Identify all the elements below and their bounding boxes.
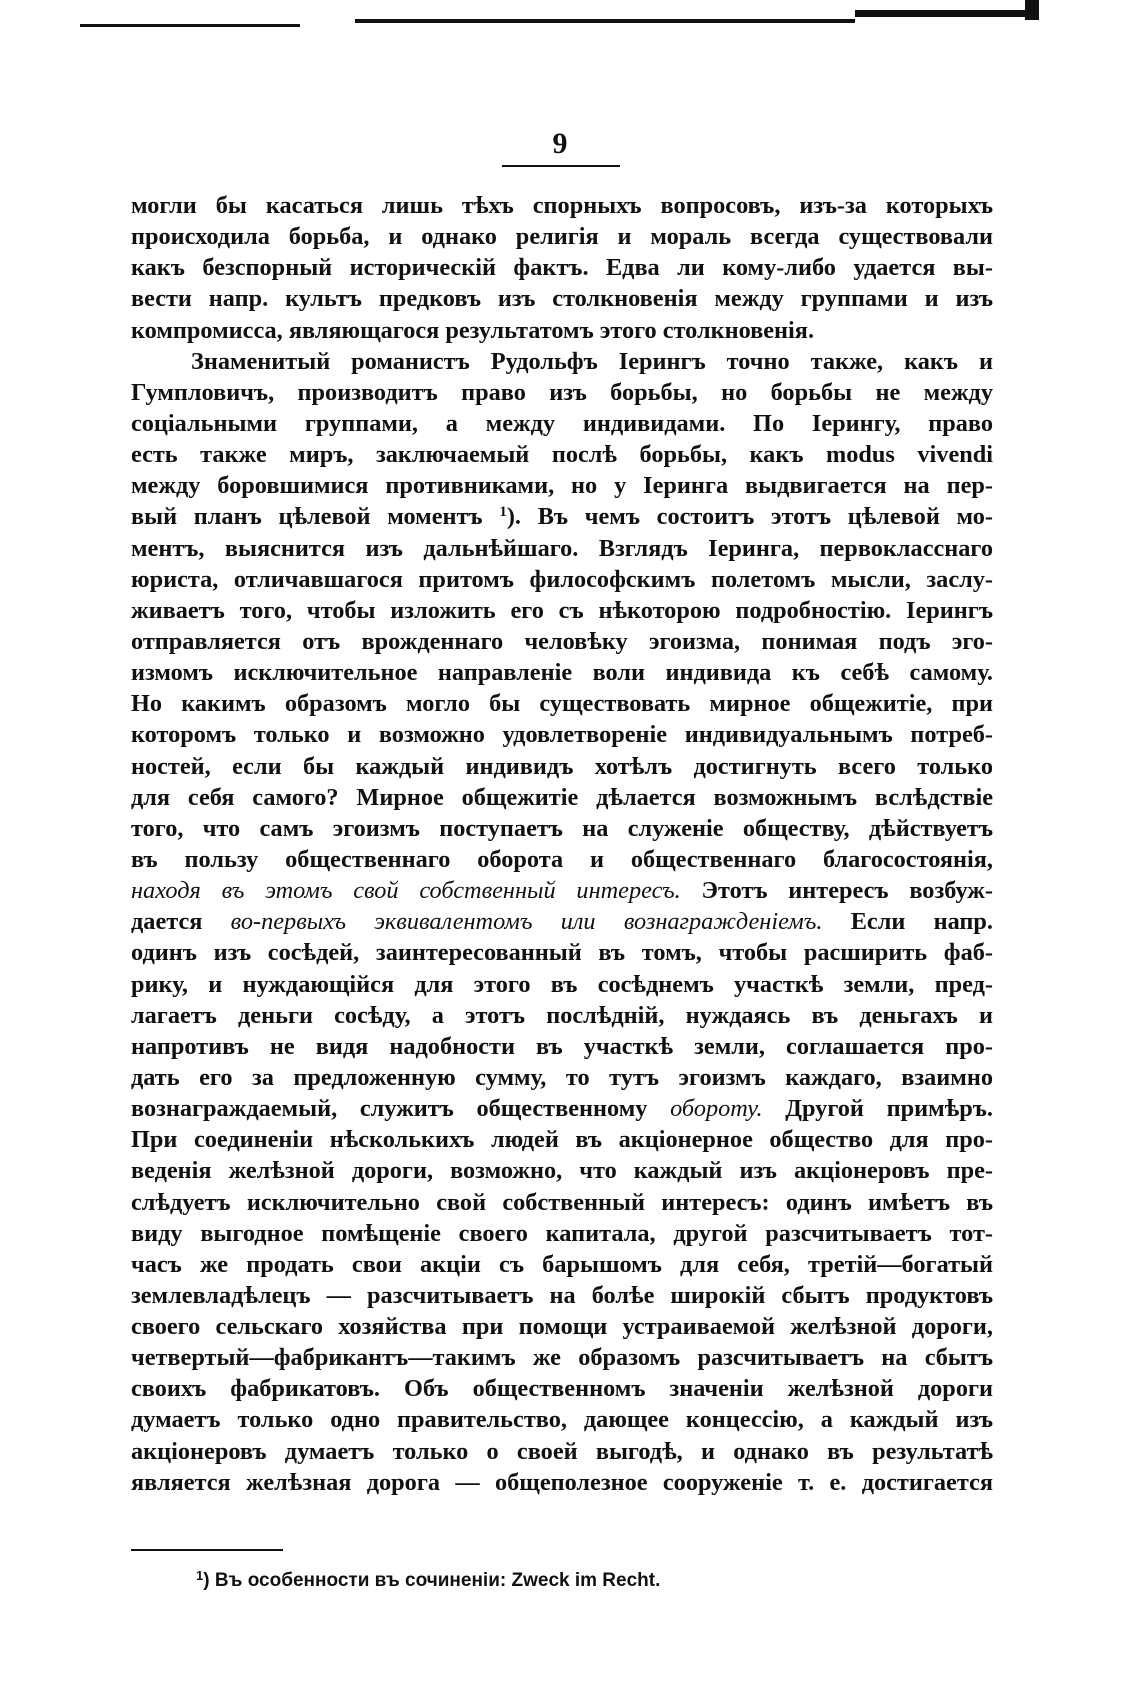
text-line: живаетъ того, чтобы изложить его съ нѣкоторою подробностію. Іерингъ — [131, 596, 993, 624]
top-rule-left — [80, 24, 300, 27]
text-line: четвертый—фабрикантъ—такимъ же образомъ разсчитываетъ на сбытъ — [131, 1344, 993, 1372]
text-segment: ). Въ чемъ состоитъ этотъ цѣлевой мо- — [506, 503, 993, 531]
text-line: есть также миръ, заключаемый послѣ борьбы, какъ modus vivendi — [131, 441, 993, 469]
text-line: акціонеровъ думаетъ только о своей выгодѣ, и однако въ результатѣ — [131, 1437, 993, 1465]
text-line: какъ безспорный историческій фактъ. Едва ли кому-либо удается вы- — [131, 254, 993, 282]
text-line: между боровшимися противниками, но у Іеринга выдвигается на пер- — [131, 472, 993, 500]
text-line: часъ же продать свои акціи съ барышомъ для себя, третій—богатый — [131, 1250, 993, 1278]
text-line: веденія желѣзной дороги, возможно, что каждый изъ акціонеровъ пре- — [131, 1157, 993, 1185]
text-segment: Этотъ интересъ возбуж- — [680, 877, 993, 905]
text-line: Но какимъ образомъ могло бы существовать мирное общежитіе, при — [131, 690, 993, 718]
text-line: одинъ изъ сосѣдей, заинтересованный въ томъ, чтобы расширить фаб- — [131, 939, 993, 967]
top-rule-corner — [1025, 0, 1039, 20]
text-line: того, что самъ эгоизмъ поступаетъ на служеніе обществу, дѣйствуетъ — [131, 814, 993, 842]
text-line: Гумпловичъ, производитъ право изъ борьбы, но борьбы не между — [131, 378, 993, 406]
page-number: 9 — [552, 127, 568, 160]
text-segment: вый планъ цѣлевой моментъ — [131, 503, 483, 531]
top-rule-right — [855, 10, 1035, 17]
text-line: измомъ исключительное направленіе воли индивида къ себѣ самому. — [131, 659, 993, 687]
footnote — [196, 1570, 660, 1592]
text-line: слѣдуетъ исключительно свой собственный интересъ: одинъ имѣетъ въ — [131, 1188, 993, 1216]
text-line: своихъ фабрикатовъ. Объ общественномъ значеніи желѣзной дороги — [131, 1375, 993, 1403]
footnote-reference: 1 — [499, 504, 507, 521]
text-line: рику, и нуждающійся для этого въ сосѣднемъ участкѣ земли, пред- — [131, 970, 993, 998]
text-line: лагаетъ деньги сосѣду, а этотъ послѣдній, нуждаясь въ деньгахъ и — [131, 1001, 993, 1029]
footnote-text: ) Въ особенности въ сочиненіи: Zweck im Recht. — [203, 1570, 661, 1591]
text-line: въ пользу общественнаго оборота и общественнаго благосостоянія, — [131, 845, 993, 873]
text-line — [131, 906, 993, 937]
footnote-separator — [131, 1549, 283, 1551]
text-line: дать его за предложенную сумму, то тутъ эгоизмъ каждаго, взаимно — [131, 1063, 993, 1091]
text-line: виду выгодное помѣщеніе своего капитала, другой разсчитываетъ тот- — [131, 1219, 993, 1247]
text-line: отправляется отъ врожденнаго человѣку эгоизма, понимая подъ эго- — [131, 627, 993, 655]
footnote-marker: 1 — [196, 1568, 204, 1583]
italic-segment: во-первыхъ эквивалентомъ или вознагражденіемъ. — [230, 908, 823, 936]
text-line: могли бы касаться лишь тѣхъ спорныхъ вопросовъ, изъ-за которыхъ — [131, 192, 993, 219]
text-line: юриста, отличавшагося притомъ философскимъ полетомъ мысли, заслу- — [131, 565, 993, 593]
text-line: соціальными группами, а между индивидами. По Іерингу, право — [131, 409, 993, 437]
text-line — [131, 1093, 993, 1124]
text-line — [131, 875, 993, 906]
text-line: Знаменитый романистъ Рудольфъ Іерингъ точно также, какъ и — [191, 347, 993, 375]
text-line: вести напр. культъ предковъ изъ столкновенія между группами и изъ — [131, 285, 993, 313]
text-line: ментъ, выяснится изъ дальнѣйшаго. Взглядъ Іеринга, первокласснаго — [131, 534, 993, 562]
italic-segment: находя въ этомъ свой собственный интересъ. — [131, 877, 681, 905]
text-line: своего сельскаго хозяйства при помощи устраиваемой желѣзной дороги, — [131, 1313, 993, 1341]
italic-segment: обороту. — [670, 1095, 763, 1123]
text-segment: Другой примѣръ. — [762, 1095, 993, 1123]
text-line — [131, 501, 993, 532]
text-line: компромисса, являющагося результатомъ этого столкновенія. — [131, 316, 815, 344]
page-number-underline — [502, 165, 620, 167]
text-segment: вознаграждаемый, служитъ общественному — [131, 1095, 648, 1123]
text-line: При соединеніи нѣсколькихъ людей въ акціонерное общество для про- — [131, 1126, 993, 1154]
text-line: происходила борьба, и однако религія и мораль всегда существовали — [131, 223, 993, 251]
text-segment: Если напр. — [822, 908, 994, 936]
text-segment: дается — [131, 908, 203, 936]
top-rule-center — [355, 19, 855, 23]
text-line: землевладѣлецъ — разсчитываетъ на болѣе широкій сбытъ продуктовъ — [131, 1281, 993, 1309]
text-line: ностей, если бы каждый индивидъ хотѣлъ достигнуть всего только — [131, 752, 993, 780]
text-line: является желѣзная дорога — общеполезное сооруженіе т. е. достигается — [131, 1468, 993, 1496]
text-line: для себя самого? Мирное общежитіе дѣлается возможнымъ вслѣдствіе — [131, 783, 993, 811]
text-line: которомъ только и возможно удовлетвореніе индивидуальнымъ потреб- — [131, 721, 993, 749]
text-line: напротивъ не видя надобности въ участкѣ земли, соглашается про- — [131, 1032, 993, 1060]
text-line: думаетъ только одно правительство, дающее концессію, а каждый изъ — [131, 1406, 993, 1434]
body-text — [131, 190, 993, 1498]
